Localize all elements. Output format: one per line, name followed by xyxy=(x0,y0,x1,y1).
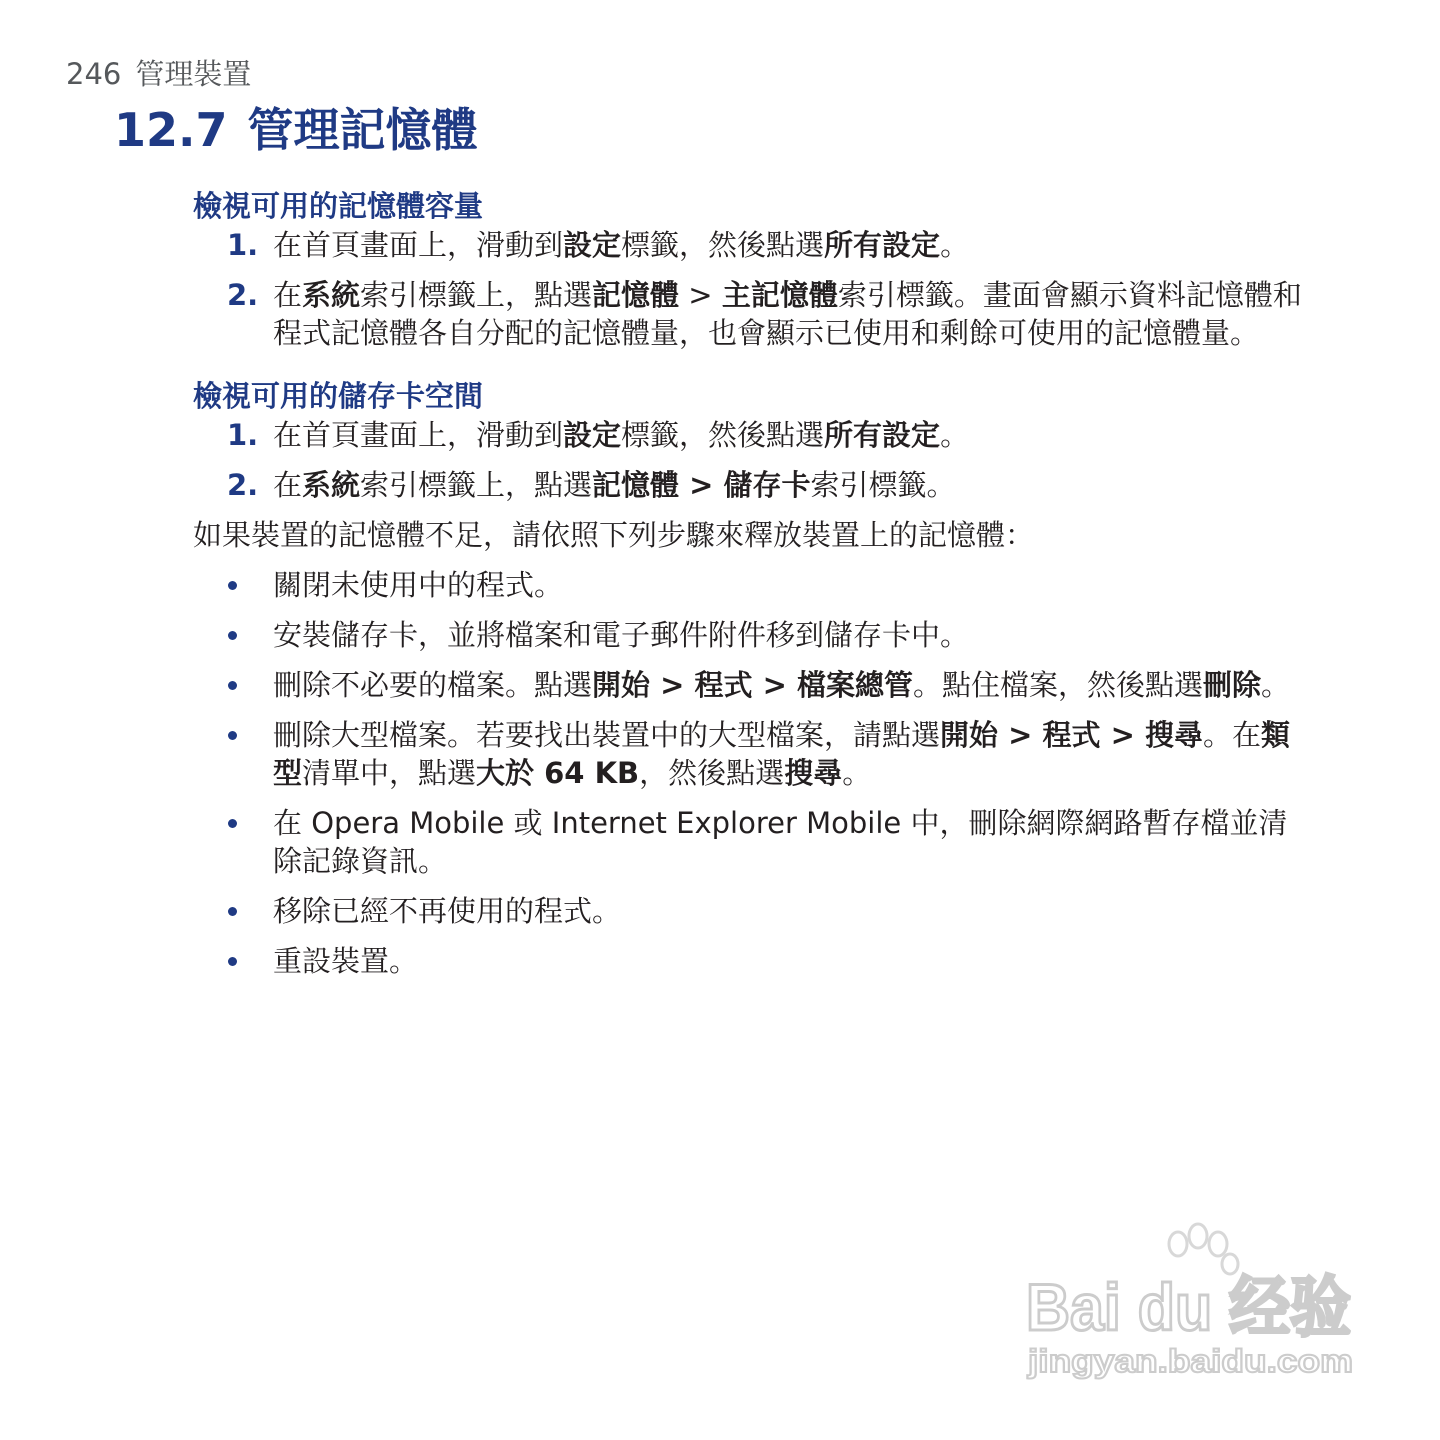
tip-text: 移除已經不再使用的程式。 xyxy=(273,894,622,928)
step-text: > xyxy=(679,278,722,312)
tip-text: 關閉未使用中的程式。 xyxy=(273,568,564,602)
tip-item xyxy=(193,804,1303,880)
bullet-icon xyxy=(228,957,237,966)
step-text: 索引標籤上，點選 xyxy=(360,468,593,502)
tip-text: 。點住檔案，然後點選 xyxy=(913,668,1204,702)
step-text: 在首頁畫面上，滑動到 xyxy=(273,228,564,262)
tip-text: 在 Opera Mobile 或 Internet Explorer Mobile 中，刪除網際網路暫存檔並清除記錄資訊。 xyxy=(273,806,1288,878)
step-text: 索引標籤。畫面會顯示資料記憶體和程式記憶體各自分配的記憶體量，也會顯示已使用和剩餘可使用的記憶體量。 xyxy=(273,278,1302,350)
tip-bold: 開始 > 程式 > 檔案 xyxy=(592,668,855,702)
page-number: 246 xyxy=(66,57,122,91)
step-bold: 所有設定 xyxy=(824,228,941,262)
bullet-icon xyxy=(228,681,237,690)
memory-step-1 xyxy=(193,226,1303,264)
tip-item xyxy=(193,616,1303,654)
bullet-icon xyxy=(228,581,237,590)
section-name: 管理裝置 xyxy=(135,57,252,91)
step-bold: 記憶體 xyxy=(592,278,680,312)
tip-bold: 類型 xyxy=(273,718,1291,790)
watermark-brand: Bai du 经验 xyxy=(1026,1270,1351,1344)
chapter-title-text: 管理記憶體 xyxy=(247,103,478,157)
step-bold: 記憶體 > 儲存卡 xyxy=(592,468,811,502)
step-bold: 系統 xyxy=(302,468,361,502)
tip-text: 。 xyxy=(1261,668,1291,702)
step-text: 。 xyxy=(940,418,970,452)
bullet-icon xyxy=(228,631,237,640)
tip-item xyxy=(193,666,1303,704)
memory-heading: 檢視可用的記憶體容量 xyxy=(193,189,484,223)
running-header xyxy=(66,54,251,94)
paw-icon xyxy=(1169,1224,1238,1274)
step-number: 2. xyxy=(227,468,259,502)
step-bold: 系統 xyxy=(302,278,361,312)
tip-bold: 大於 64 KB xyxy=(476,756,640,790)
step-text: 索引標籤上，點選 xyxy=(360,278,593,312)
tip-text: 。 xyxy=(842,756,872,790)
step-bold: 設定 xyxy=(563,418,622,452)
chapter-number: 12.7 xyxy=(114,103,228,157)
tip-bold: 總管 xyxy=(855,668,914,702)
tip-item xyxy=(193,716,1303,792)
bullet-icon xyxy=(228,907,237,916)
tip-bold: 搜尋 xyxy=(784,756,843,790)
bullet-icon xyxy=(228,731,237,740)
step-text: 。 xyxy=(940,228,970,262)
step-text: 在首頁畫面上，滑動到 xyxy=(273,418,564,452)
watermark-url: jingyan.baidu.com xyxy=(1026,1343,1353,1379)
memory-step-2 xyxy=(193,276,1303,352)
tip-text: ，然後點選 xyxy=(639,756,785,790)
step-text: 標籤，然後點選 xyxy=(621,418,825,452)
storage-heading: 檢視可用的儲存卡空間 xyxy=(193,379,484,413)
step-number: 2. xyxy=(227,278,259,312)
tip-item xyxy=(193,892,1303,930)
storage-step-2 xyxy=(193,466,1303,504)
chapter-title xyxy=(114,100,478,160)
step-bold: 主記憶體 xyxy=(721,278,838,312)
tip-bold: 刪除 xyxy=(1203,668,1262,702)
tip-text: 清單中，點選 xyxy=(302,756,477,790)
tip-item xyxy=(193,566,1303,604)
free-memory-intro: 如果裝置的記憶體不足，請依照下列步驟來釋放裝置上的記憶體： xyxy=(193,518,1035,552)
bullet-icon xyxy=(228,819,237,828)
step-text: 標籤，然後點選 xyxy=(621,228,825,262)
tip-text: 刪除不必要的檔案。點選 xyxy=(273,668,593,702)
tip-text: 安裝儲存卡，並將檔案和電子郵件附件移到儲存卡中。 xyxy=(273,618,970,652)
tip-text: 刪除大型檔案。若要找出裝置中的大型檔案，請點選 xyxy=(273,718,941,752)
tip-item xyxy=(193,942,1303,980)
storage-step-1 xyxy=(193,416,1303,454)
tip-text: 。在 xyxy=(1203,718,1262,752)
tip-bold: 開始 > 程式 > 搜尋 xyxy=(940,718,1203,752)
step-text: 索引標籤。 xyxy=(810,468,956,502)
step-text: 在 xyxy=(273,468,303,502)
page-body xyxy=(193,186,1303,980)
step-number: 1. xyxy=(227,418,259,452)
step-bold: 所有設定 xyxy=(824,418,941,452)
step-bold: 設定 xyxy=(563,228,622,262)
step-text: 在 xyxy=(273,278,303,312)
baidu-watermark xyxy=(1016,1222,1376,1392)
tip-text: 重設裝置。 xyxy=(273,944,419,978)
step-number: 1. xyxy=(227,228,259,262)
